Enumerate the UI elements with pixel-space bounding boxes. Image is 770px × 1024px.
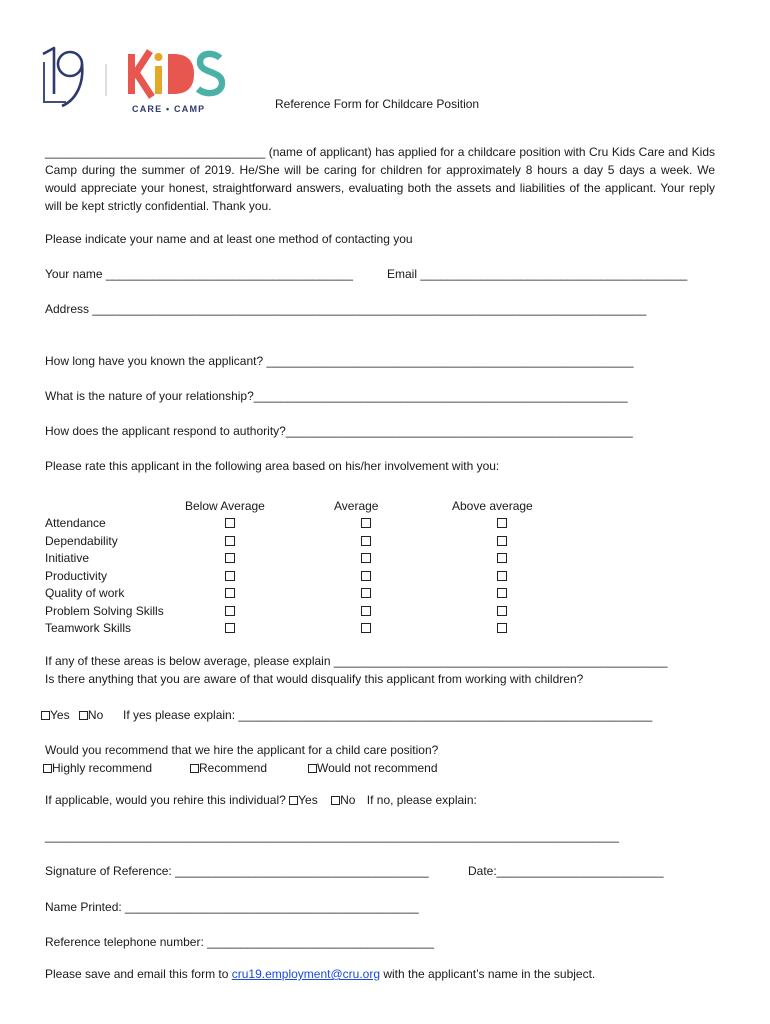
rating-prompt: Please rate this applicant in the following area based on his/her involvement with you: bbox=[45, 459, 500, 473]
rating-checkbox[interactable] bbox=[225, 518, 235, 528]
row-initiative: Initiative bbox=[45, 551, 90, 565]
disqualify-question: Is there anything that you are aware of that would disqualify this applicant from working with children? bbox=[45, 672, 584, 686]
yes-checkbox[interactable] bbox=[41, 711, 50, 720]
if-no-explain-label: If no, please explain: bbox=[366, 793, 477, 807]
recommend-option[interactable] bbox=[190, 761, 267, 775]
email-link[interactable]: cru19.employment@cru.org bbox=[231, 967, 381, 981]
rating-checkbox[interactable] bbox=[225, 536, 235, 546]
rehire-question: If applicable, would you rehire this individual? bbox=[45, 793, 286, 807]
rating-checkbox[interactable] bbox=[225, 588, 235, 598]
rating-checkbox[interactable] bbox=[361, 588, 371, 598]
contact-prompt: Please indicate your name and at least one method of contacting you bbox=[45, 232, 413, 246]
save-instructions bbox=[45, 967, 595, 981]
intro-paragraph: _________________________________ (name of applicant) has applied for a childcare position with Cru Kids Care and Kids Camp during the summer of 2019. He/She will be caring for children for approximately 8 hours a day 5 days a week. We would appreciate your honest, straightforward answers, evaluating both the assets and liabilities of the applicant. Your reply will be kept strictly confidential. Thank you. bbox=[45, 145, 715, 213]
recommend-question: Would you recommend that we hire the applicant for a child care position? bbox=[45, 743, 439, 757]
cru19-kids-logo bbox=[40, 44, 230, 118]
logo bbox=[40, 44, 230, 118]
rehire-no-checkbox[interactable] bbox=[331, 796, 340, 805]
reference-phone-field[interactable]: Reference telephone number: __________________________________ bbox=[45, 935, 435, 949]
rating-checkbox[interactable] bbox=[361, 606, 371, 616]
rating-checkbox[interactable] bbox=[361, 518, 371, 528]
rating-checkbox[interactable] bbox=[225, 606, 235, 616]
rehire-yes-checkbox[interactable] bbox=[289, 796, 298, 805]
col-above-average: Above average bbox=[452, 499, 533, 513]
rating-checkbox[interactable] bbox=[497, 588, 507, 598]
highly-recommend-checkbox[interactable] bbox=[43, 764, 52, 773]
recommend-highly-option[interactable] bbox=[43, 761, 152, 775]
no-checkbox[interactable] bbox=[79, 711, 88, 720]
row-teamwork: Teamwork Skills bbox=[45, 621, 132, 635]
row-productivity: Productivity bbox=[45, 569, 108, 583]
no-label: No bbox=[87, 708, 104, 722]
signature-field[interactable]: Signature of Reference: ______________________________________ bbox=[45, 864, 429, 878]
yes-label: Yes bbox=[50, 708, 70, 722]
rating-checkbox[interactable] bbox=[497, 536, 507, 546]
form-title: Reference Form for Childcare Position bbox=[275, 97, 480, 111]
rating-checkbox[interactable] bbox=[225, 623, 235, 633]
your-name-field[interactable]: Your name _____________________________________ bbox=[45, 267, 353, 281]
if-yes-explain-field[interactable]: If yes please explain: ______________________________________________________________ bbox=[123, 708, 653, 722]
recommend-checkbox[interactable] bbox=[190, 764, 199, 773]
authority-field[interactable]: How does the applicant respond to authority?____________________________________________________ bbox=[45, 424, 633, 438]
rehire-row bbox=[45, 793, 477, 807]
rating-checkbox[interactable] bbox=[497, 571, 507, 581]
rating-checkbox[interactable] bbox=[225, 553, 235, 563]
col-below-average: Below Average bbox=[185, 499, 265, 513]
highly-recommend-label: Highly recommend bbox=[52, 761, 153, 775]
row-dependability: Dependability bbox=[45, 534, 118, 548]
relationship-field[interactable]: What is the nature of your relationship?________________________________________________________ bbox=[45, 389, 628, 403]
logo-tagline: CARE • CAMP bbox=[132, 104, 206, 114]
col-average: Average bbox=[334, 499, 379, 513]
rehire-no-label: No bbox=[340, 793, 356, 807]
rating-checkbox[interactable] bbox=[497, 518, 507, 528]
row-problem-solving: Problem Solving Skills bbox=[45, 604, 164, 618]
rating-checkbox[interactable] bbox=[361, 553, 371, 563]
date-field[interactable]: Date:_________________________ bbox=[468, 864, 664, 878]
rehire-yes-label: Yes bbox=[298, 793, 318, 807]
known-duration-field[interactable]: How long have you known the applicant? _______________________________________________________ bbox=[45, 354, 634, 368]
recommend-label: Recommend bbox=[199, 761, 268, 775]
rating-checkbox[interactable] bbox=[225, 571, 235, 581]
rating-checkbox[interactable] bbox=[361, 536, 371, 546]
rating-checkbox[interactable] bbox=[497, 606, 507, 616]
save-suffix: with the applicant’s name in the subject. bbox=[380, 967, 596, 981]
row-quality-of-work: Quality of work bbox=[45, 586, 125, 600]
rating-checkbox[interactable] bbox=[361, 623, 371, 633]
row-attendance: Attendance bbox=[45, 516, 106, 530]
not-recommend-option[interactable] bbox=[308, 761, 438, 775]
name-printed-field[interactable]: Name Printed: ____________________________________________ bbox=[45, 900, 419, 914]
rehire-explain-line[interactable]: ______________________________________________________________________________________ bbox=[45, 829, 619, 843]
save-prefix: Please save and email this form to bbox=[45, 967, 232, 981]
email-field[interactable]: Email ________________________________________ bbox=[387, 267, 688, 281]
not-recommend-label: Would not recommend bbox=[317, 761, 438, 775]
address-field[interactable]: Address ___________________________________________________________________________________ bbox=[45, 302, 647, 316]
rating-checkbox[interactable] bbox=[497, 553, 507, 563]
rating-checkbox[interactable] bbox=[497, 623, 507, 633]
rating-checkbox[interactable] bbox=[361, 571, 371, 581]
below-average-explain-field[interactable]: If any of these areas is below average, please explain __________________________________________________ bbox=[45, 654, 668, 668]
not-recommend-checkbox[interactable] bbox=[308, 764, 317, 773]
disqualify-answer-row bbox=[41, 708, 103, 722]
